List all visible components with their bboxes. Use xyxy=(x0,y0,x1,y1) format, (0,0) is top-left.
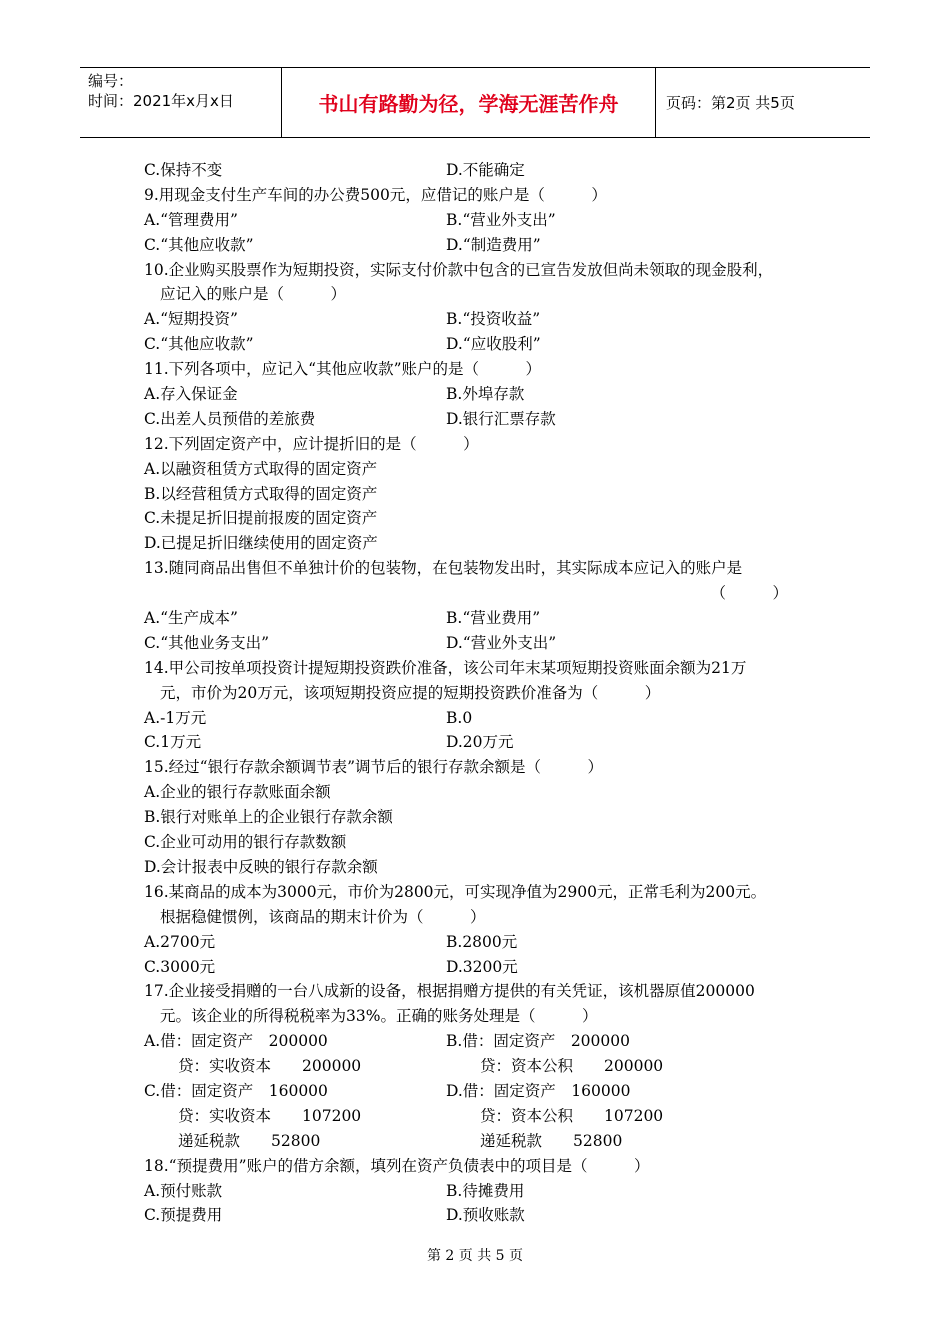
option-row xyxy=(144,955,824,980)
option-b: B.“投资收益” xyxy=(446,310,541,329)
question-16-cont: 根据稳健惯例，该商品的期末计价为（ ） xyxy=(160,907,486,926)
option-d: D.20万元 xyxy=(446,733,514,752)
option-c: C.1万元 xyxy=(144,733,202,752)
option-c-debit: C.借：固定资产 160000 xyxy=(144,1081,328,1100)
option-c: C.“其他业务支出” xyxy=(144,633,270,652)
page-footer: 第 2 页 共 5 页 xyxy=(426,1248,524,1264)
option-a: A.预付账款 xyxy=(144,1181,223,1200)
option-row xyxy=(144,631,824,656)
option-a: A.存入保证金 xyxy=(144,385,238,404)
option-row xyxy=(144,706,824,731)
option-a: A.-1万元 xyxy=(144,708,207,727)
option-c: C.未提足折旧提前报废的固定资产 xyxy=(144,509,378,528)
option-d: D.“制造费用” xyxy=(446,235,541,254)
option-b: B.2800元 xyxy=(446,932,518,951)
option-c: C.“其他应收款” xyxy=(144,335,254,354)
question-10: 10.企业购买股票作为短期投资，实际支付价款中包含的已宣告发放但尚未领取的现金股利， xyxy=(144,260,774,279)
option-d: D.已提足折旧继续使用的固定资产 xyxy=(144,534,378,553)
option-row xyxy=(144,606,824,631)
option-c: C.保持不变 xyxy=(144,161,223,179)
question-15: 15.经过“银行存款余额调节表”调节后的银行存款余额是（ ） xyxy=(144,758,604,777)
question-18: 18.“预提费用”账户的借方余额，填列在资产负债表中的项目是（ ） xyxy=(144,1156,650,1175)
option-b: B.0 xyxy=(446,708,473,727)
header-page-info xyxy=(656,68,870,137)
option-d-deferred: 递延税款 52800 xyxy=(480,1131,623,1150)
option-c-deferred: 递延税款 52800 xyxy=(178,1131,321,1150)
option-row xyxy=(144,332,824,357)
option-d: D.3200元 xyxy=(446,957,518,976)
option-b: B.外埠存款 xyxy=(446,385,525,404)
question-13-cont: （ ） xyxy=(710,584,788,603)
option-b: B.以经营租赁方式取得的固定资产 xyxy=(144,484,378,503)
option-b: B.“营业外支出” xyxy=(446,210,556,229)
option-d: D.“营业外支出” xyxy=(446,633,557,652)
option-d-credit: 贷：资本公积 107200 xyxy=(480,1106,664,1125)
document-body xyxy=(144,158,824,1228)
option-row xyxy=(144,1079,824,1104)
option-a: A.“短期投资” xyxy=(144,310,238,329)
option-row xyxy=(144,730,824,755)
option-row xyxy=(144,1054,824,1079)
option-row xyxy=(144,158,824,183)
option-b-credit: 贷：资本公积 200000 xyxy=(480,1057,664,1076)
option-row xyxy=(144,307,824,332)
option-a: A.以融资租赁方式取得的固定资产 xyxy=(144,459,378,478)
option-a: A.企业的银行存款账面余额 xyxy=(144,783,331,802)
option-c: C.企业可动用的银行存款数额 xyxy=(144,833,347,852)
option-d: D.“应收股利” xyxy=(446,335,541,354)
option-row xyxy=(144,930,824,955)
question-10-cont: 应记入的账户是（ ） xyxy=(160,285,347,304)
option-d: D.会计报表中反映的银行存款余额 xyxy=(144,857,378,876)
question-12: 12.下列固定资产中，应计提折旧的是（ ） xyxy=(144,434,479,453)
option-b-debit: B.借：固定资产 200000 xyxy=(446,1032,630,1051)
option-d: D.银行汇票存款 xyxy=(446,409,556,428)
option-c: C.预提费用 xyxy=(144,1206,223,1225)
code-label: 编号： xyxy=(88,72,134,90)
option-a-debit: A.借：固定资产 200000 xyxy=(144,1032,328,1051)
question-14-cont: 元，市价为20万元，该项短期投资应提的短期投资跌价准备为（ ） xyxy=(160,683,661,702)
question-9: 9.用现金支付生产车间的办公费500元，应借记的账户是（ ） xyxy=(144,185,607,204)
option-d: D.不能确定 xyxy=(446,161,525,179)
option-c: C.3000元 xyxy=(144,957,216,976)
question-11: 11.下列各项中，应记入“其他应收款”账户的是（ ） xyxy=(144,360,542,379)
header-meta xyxy=(80,68,282,137)
option-row xyxy=(144,1203,824,1228)
option-c: C.出差人员预借的差旅费 xyxy=(144,409,316,428)
question-17-cont: 元。该企业的所得税税率为33%。正确的账务处理是（ ） xyxy=(160,1007,598,1026)
question-17: 17.企业接受捐赠的一台八成新的设备，根据捐赠方提供的有关凭证，该机器原值200000 xyxy=(144,982,755,1001)
question-16: 16.某商品的成本为3000元，市价为2800元，可实现净值为2900元，正常毛利为200元。 xyxy=(144,882,767,901)
option-row xyxy=(144,1129,824,1154)
option-b: B.银行对账单上的企业银行存款余额 xyxy=(144,808,393,827)
option-d: D.预收账款 xyxy=(446,1206,525,1225)
option-row xyxy=(144,407,824,432)
page-header xyxy=(80,67,870,138)
option-b: B.待摊费用 xyxy=(446,1181,525,1200)
question-13: 13.随同商品出售但不单独计价的包装物，在包装物发出时，其实际成本应记入的账户是 xyxy=(144,559,743,578)
option-a: A.2700元 xyxy=(144,932,216,951)
option-b: B.“营业费用” xyxy=(446,609,541,628)
option-row xyxy=(144,1179,824,1204)
time-label: 时间：2021年x月x日 xyxy=(88,92,234,110)
option-a: A.“生产成本” xyxy=(144,609,238,628)
option-a-credit: 贷：实收资本 200000 xyxy=(178,1057,362,1076)
question-14: 14.甲公司按单项投资计提短期投资跌价准备，该公司年末某项短期投资账面余额为21万 xyxy=(144,658,747,677)
header-motto-cell xyxy=(282,68,656,137)
option-row xyxy=(144,1104,824,1129)
option-row xyxy=(144,233,824,258)
motto: 书山有路勤为径，学海无涯苦作舟 xyxy=(318,92,619,116)
option-c: C.“其他应收款” xyxy=(144,235,254,254)
option-d-debit: D.借：固定资产 160000 xyxy=(446,1081,631,1100)
option-c-credit: 贷：实收资本 107200 xyxy=(178,1106,362,1125)
option-row xyxy=(144,382,824,407)
option-a: A.“管理费用” xyxy=(144,210,238,229)
option-row xyxy=(144,1029,824,1054)
page-info: 页码：第2页 共5页 xyxy=(666,94,795,112)
option-row xyxy=(144,208,824,233)
